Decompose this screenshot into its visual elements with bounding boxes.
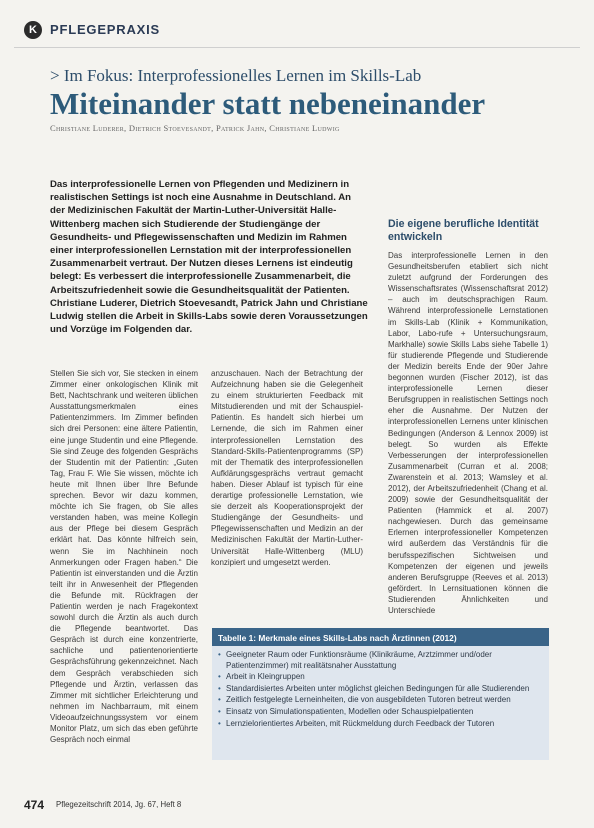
section-badge: K — [24, 21, 42, 39]
table-row: • Standardisiertes Arbeiten unter möglichst gleichen Bedingungen für alle Studierenden — [218, 684, 543, 695]
body-paragraph: Stellen Sie sich vor, Sie stecken in einem Zimmer einer onkologischen Klinik mit Bett, Nachtschrank und weiteren üblichen Ausstattungsmerkmalen eines Patientenzimmers. Im Zimmer befinden sich drei Personen: eine ältere Patientin, eine junge Studentin und eine Pflegende. Sie sind Zeuge des folgenden Gesprächs der Studentin mit der Patientin: „Guten Tag, Frau F. Wie Sie wissen, möchte ich heute mit Ihnen über Ihre Befunde sprechen. Bevor wir dazu kommen, möchte ich Sie fragen, ob Sie alles verstanden haben, was meine Kollegin aus der Pflege bei diesem Gespräch erklärt hat. Das könnte hilfreich sein, wenn Sie im Nachhinein noch Anmerkungen oder Fragen haben.“ Die Patientin ist einverstanden und die Ärztin teilt ihr in Anwesenheit der Pflegenden die Befunde mit. Rückfragen der Patientin werden je nach Fragekontext sowohl durch die Ärztin als auch durch die Pflegende beantwortet. Das Gespräch ist durch eine konzentrierte, sachliche und patientenorientierte Gesprächsführung gekennzeichnet. Nach dem Gespräch verabschieden sich Pflegende und Ärztin, verlassen das Zimmer mit sichtlicher Erleichterung und nehmen im Nachbarraum, mit einem Videoaufzeichnungssystem vor einem Monitor Platz, um sich das eben geführte Gespräch noch einmal — [50, 369, 198, 745]
header-divider — [14, 47, 580, 48]
article-title: Miteinander statt nebeneinander — [50, 86, 486, 121]
article-teaser: Das interprofessionelle Lernen von Pflegenden und Medizinern in realistischen Settings ist noch eine Ausnahme in Deutschland. An der Medizinischen Fakultät der Martin-Luther-Universität Halle-Wittenberg machen sich Studierende der Studiengänge der Gesundheits- und Pflegewissenschaften und Medizin im Rahmen einer interprofessionellen Lernstation mit der interprofessionellen Zusammenarbeit vertraut. Der Nutzen dieses Lernens ist eindeutig belegt: Es verbessert die interprofessionelle Zusammenarbeit, die Arbeitszufriedenheit sowie die Gesundheitsqualität der Patienten. Christiane Luderer, Dietrich Stoevesandt, Patrick Jahn und Christiane Ludwig stellen die Arbeit in Skills-Labs sowie deren Voraussetzungen und Vorzüge im Folgenden dar. — [50, 179, 368, 336]
article-authors: Christiane Luderer, Dietrich Stoevesandt, Patrick Jahn, Christiane Ludwig — [50, 123, 340, 133]
table-row: • Lernzielorientiertes Arbeiten, mit Rückmeldung durch Feedback der Tutoren — [218, 719, 543, 730]
journal-source: Pflegezeitschrift 2014, Jg. 67, Heft 8 — [56, 800, 182, 809]
article-kicker: > Im Fokus: Interprofessionelles Lernen im Skills-Lab — [50, 66, 422, 85]
body-column-3 — [388, 218, 548, 616]
page-number: 474 — [24, 798, 45, 812]
table-row: • Geeigneter Raum oder Funktionsräume (Klinikräume, Arztzimmer und/oder Patientenzimmer) mit realitätsnaher Ausstattung — [218, 650, 543, 671]
table-row: • Arbeit in Kleingruppen — [218, 672, 543, 683]
body-paragraph: anzuschauen. Nach der Betrachtung der Aufzeichnung haben sie die Gelegenheit zu einem strukturierten Feedback mit Mitstudierenden und mit der Schauspiel-Patientin. Es handelt sich hierbei um Lernende, die sich im Rahmen einer interprofessionellen Lernstation des Standard-Skills-Patientenprogramms (SP) mit der Thematik des interprofessionellen Aufklärungsgesprächs vertraut gemacht haben. Dieser Ablauf ist typisch für eine derartige professionelle Lernstation, wie sie derzeit als Kooperationsprojekt der Studiengänge der Gesundheits- und Pflegewissenschaften und Medizin an der Medizinischen Fakultät der Martin-Luther-Universität Halle-Wittenberg (MLU) konzipiert und umgesetzt werden. — [211, 369, 363, 567]
body-column-2 — [211, 368, 363, 568]
table-list — [212, 650, 549, 729]
section-label: PFLEGEPRAXIS — [50, 22, 161, 37]
table-1 — [212, 628, 549, 760]
body-paragraph: Das interprofessionelle Lernen in den Gesundheitsberufen etabliert sich nicht zuletzt aufgrund der Forderungen des Wissenschaftsrates (Wissenschaftsrat 2012) – auch im deutschsprachigen Raum. Während interprofessionelle Lernstationen im Skills-Lab (Klinik + Kommunikation, Labor, Labo-rufe + Untersuchungsraum, Markhalle) sowie Skills Labs siehe Tabelle 1) für studierende Pflegende und Studierende der Medizin bereits Ende der 90er Jahre begonnen wurden (Fischer 2012), ist das interprofessionelle Lernen dieser Berufsgruppen in realistischen Settings noch eher die Ausnahme. Der Nutzen der interprofessionellen Lernens unter klinischen Bedingungen (Anderson & Lennox 2009) ist belegt. So wurden als Effekte Verbesserungen der interprofessionellen Zusammenarbeit (Curran et al. 2008; Zwarenstein et al. 2013; Wamsley et al. 2012), der Arbeitszufriedenheit (Chang et al. 2009) sowie der Gesundheitsqualität der Patienten (Hammick et al. 2007) nachgewiesen. Durch das gemeinsame Erlernen interprofessioneller Kompetenzen wird außerdem das Verständnis für die berufsspezifischen Sichtweisen und Kompetenzen der eigenen und jeweils anderen Berufsgruppe (Reeves et al. 2013) gefördert. In Lernsituationen können die Studierenden Ähnlichkeiten und Unterschiede — [388, 251, 548, 615]
section-heading: Die eigene berufliche Identität entwickeln — [388, 218, 539, 243]
table-row: • Einsatz von Simulationspatienten, Modellen oder Schauspielpatienten — [218, 707, 543, 718]
body-column-1 — [50, 368, 198, 745]
table-row: • Zeitlich festgelegte Lerneinheiten, die von ausgebildeten Tutoren betreut werden — [218, 695, 543, 706]
table-heading: Tabelle 1: Merkmale eines Skills-Labs nach Ärztinnen (2012) — [212, 630, 549, 646]
